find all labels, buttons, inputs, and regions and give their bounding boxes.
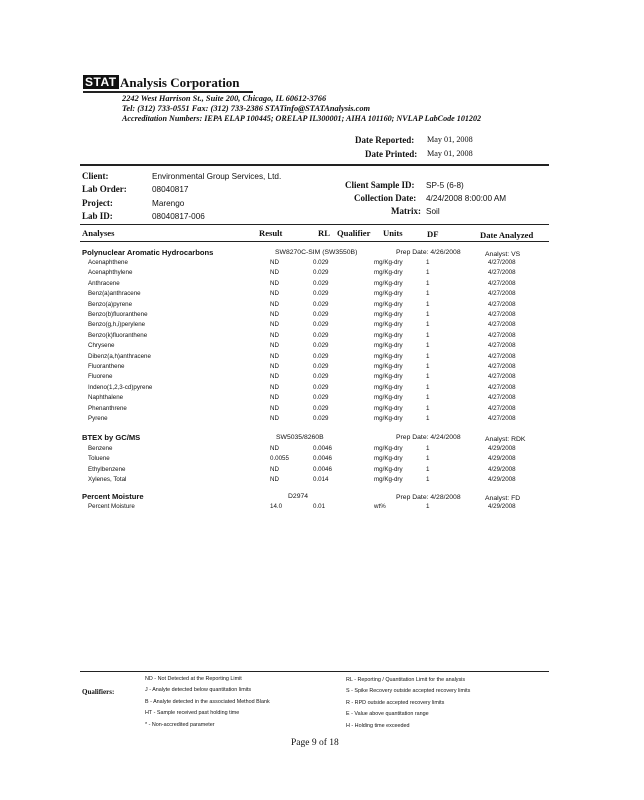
result-value: ND — [270, 331, 279, 339]
df-value: 1 — [426, 279, 430, 287]
rl-value: 0.029 — [313, 363, 329, 370]
page-number: Page 9 of 18 — [291, 738, 339, 748]
rl-value: 0.029 — [313, 311, 329, 318]
col-units: Units — [383, 228, 403, 238]
result-value: 0.0055 — [270, 455, 289, 463]
section-title: Percent Moisture — [82, 492, 144, 501]
company-contact: Tel: (312) 733-0551 Fax: (312) 733-2386 STATinfo@STATAnalysis.com — [122, 104, 371, 113]
footer-divider — [80, 671, 549, 672]
units-value: mg/Kg-dry — [374, 404, 403, 412]
qualifier-note: E - Value above quantitation range — [346, 711, 429, 718]
analyte-name: Chrysene — [88, 342, 115, 350]
result-value: ND — [270, 394, 279, 402]
units-value: mg/Kg-dry — [374, 455, 403, 463]
col-result: Result — [259, 228, 283, 238]
lab-order-label: Lab Order: — [82, 184, 127, 194]
matrix-label: Matrix: — [391, 206, 421, 216]
col-date-analyzed: Date Analyzed — [480, 230, 534, 240]
lab-order-value: 08040817 — [152, 185, 189, 194]
section-prep-date: Prep Date: 4/26/2008 — [396, 249, 461, 256]
analyte-name: Benzene — [88, 445, 113, 452]
df-value: 1 — [426, 300, 430, 308]
units-value: mg/Kg-dry — [374, 259, 403, 266]
date-analyzed-value: 4/27/2008 — [488, 383, 516, 391]
rl-value: 0.029 — [313, 321, 329, 329]
rl-value: 0.0046 — [313, 455, 332, 463]
analyte-name: Acenaphthene — [88, 259, 128, 266]
section-method: D2974 — [288, 493, 309, 500]
df-value: 1 — [426, 373, 430, 381]
units-value: mg/Kg-dry — [374, 352, 403, 360]
client-label: Client: — [82, 171, 109, 181]
qualifier-note: HT - Sample received past holding time — [145, 710, 240, 717]
analyte-name: Xylenes, Total — [88, 476, 127, 484]
df-value: 1 — [426, 476, 430, 484]
rl-value: 0.01 — [313, 503, 326, 510]
date-analyzed-value: 4/27/2008 — [488, 321, 516, 329]
col-qualifier: Qualifier — [337, 228, 371, 238]
collection-date-value: 4/24/2008 8:00:00 AM — [426, 194, 507, 203]
df-value: 1 — [426, 259, 430, 266]
df-value: 1 — [426, 331, 430, 339]
rl-value: 0.029 — [313, 300, 329, 308]
project-value: Marengo — [152, 199, 185, 208]
section-method: SW8270C-SIM (SW3550B) — [275, 249, 358, 256]
result-value: ND — [270, 290, 279, 298]
result-value: ND — [270, 445, 279, 452]
date-analyzed-value: 4/27/2008 — [488, 331, 516, 339]
rl-value: 0.0046 — [313, 465, 332, 473]
date-analyzed-value: 4/27/2008 — [488, 363, 516, 370]
units-value: mg/Kg-dry — [374, 279, 403, 287]
units-value: mg/Kg-dry — [374, 290, 403, 298]
qualifier-note: ND - Not Detected at the Reporting Limit — [145, 676, 242, 682]
lab-id-label: Lab ID: — [82, 211, 113, 221]
units-value: mg/Kg-dry — [374, 415, 403, 422]
date-analyzed-value: 4/27/2008 — [488, 259, 516, 266]
units-value: mg/Kg-dry — [374, 311, 403, 318]
rl-value: 0.029 — [313, 383, 329, 391]
df-value: 1 — [426, 352, 430, 360]
date-analyzed-value: 4/27/2008 — [488, 373, 516, 381]
company-name: Analysis Corporation — [120, 75, 240, 90]
result-value: ND — [270, 415, 279, 422]
df-value: 1 — [426, 269, 430, 277]
df-value: 1 — [426, 415, 430, 422]
qualifier-note: J - Analyte detected below quantitation limits — [145, 687, 252, 694]
rl-value: 0.029 — [313, 259, 329, 266]
qualifier-note: S - Spike Recovery outside accepted recovery limits — [346, 688, 471, 695]
qualifier-note: B - Analyte detected in the associated Method Blank — [145, 698, 270, 705]
result-value: ND — [270, 269, 279, 277]
result-value: ND — [270, 259, 279, 266]
rl-value: 0.029 — [313, 404, 329, 412]
analyte-name: Fluoranthene — [88, 363, 125, 370]
units-value: mg/Kg-dry — [374, 476, 403, 484]
rl-value: 0.014 — [313, 476, 329, 484]
units-value: mg/Kg-dry — [374, 269, 403, 277]
result-value: ND — [270, 352, 279, 360]
result-value: ND — [270, 279, 279, 287]
date-analyzed-value: 4/27/2008 — [488, 269, 516, 277]
date-printed-label: Date Printed: — [365, 149, 418, 159]
lab-id-value: 08040817-006 — [152, 212, 205, 221]
date-analyzed-value: 4/27/2008 — [488, 300, 516, 308]
rl-value: 0.029 — [313, 331, 329, 339]
result-value: ND — [270, 476, 279, 484]
analyte-name: Fluorene — [88, 373, 113, 381]
project-label: Project: — [82, 198, 113, 208]
date-analyzed-value: 4/29/2008 — [488, 465, 516, 473]
result-value: ND — [270, 300, 279, 308]
units-value: mg/Kg-dry — [374, 331, 403, 339]
section-prep-date: Prep Date: 4/28/2008 — [396, 494, 461, 501]
analyte-name: Naphthalene — [88, 394, 124, 402]
rl-value: 0.029 — [313, 415, 329, 422]
rl-value: 0.029 — [313, 352, 329, 360]
date-analyzed-value: 4/27/2008 — [488, 415, 516, 422]
result-value: 14.0 — [270, 503, 283, 510]
df-value: 1 — [426, 383, 430, 391]
section-analyst: Analyst: RDK — [485, 436, 526, 443]
result-value: ND — [270, 465, 279, 473]
date-analyzed-value: 4/29/2008 — [488, 445, 516, 452]
date-analyzed-value: 4/27/2008 — [488, 342, 516, 350]
result-value: ND — [270, 373, 279, 381]
date-analyzed-value: 4/29/2008 — [488, 503, 516, 510]
result-value: ND — [270, 342, 279, 350]
rl-value: 0.0046 — [313, 445, 332, 452]
client-value: Environmental Group Services, Ltd. — [152, 172, 282, 181]
analyte-name: Ethylbenzene — [88, 465, 126, 473]
rl-value: 0.029 — [313, 290, 329, 298]
analyte-name: Anthracene — [88, 279, 120, 287]
rl-value: 0.029 — [313, 279, 329, 287]
analyte-name: Benz(a)anthracene — [88, 290, 141, 298]
date-printed-value: May 01, 2008 — [427, 149, 473, 158]
section-analyst: Analyst: FD — [485, 495, 521, 502]
analyte-name: Benzo(g,h,i)perylene — [88, 321, 146, 329]
result-value: ND — [270, 311, 279, 318]
collection-date-label: Collection Date: — [354, 193, 417, 203]
section-method: SW5035/8260B — [276, 434, 324, 441]
df-value: 1 — [426, 465, 430, 473]
qualifier-note: RL - Reporting / Quantitation Limit for the analysis — [346, 677, 466, 683]
df-value: 1 — [426, 455, 430, 463]
company-address: 2242 West Harrison St., Suite 200, Chicago, IL 60612-3766 — [122, 94, 327, 103]
qualifier-note: * - Non-accredited parameter — [145, 721, 215, 728]
result-value: ND — [270, 404, 279, 412]
df-value: 1 — [426, 342, 430, 350]
section-analyst: Analyst: VS — [485, 251, 521, 258]
client-sample-id-value: SP-5 (6-8) — [426, 181, 464, 190]
result-value: ND — [270, 321, 279, 329]
col-rl: RL — [318, 228, 330, 238]
logo-underline — [83, 91, 253, 93]
analyte-name: Dibenz(a,h)anthracene — [88, 352, 151, 360]
date-reported-label: Date Reported: — [355, 135, 415, 145]
header-divider — [80, 164, 549, 166]
units-value: mg/Kg-dry — [374, 394, 403, 402]
date-analyzed-value: 4/27/2008 — [488, 311, 516, 318]
client-sample-id-label: Client Sample ID: — [345, 180, 415, 190]
analyte-name: Phenanthrene — [88, 404, 127, 412]
accreditation-numbers: Accreditation Numbers: IEPA ELAP 100445; ORELAP IL300001; AIHA 101160; NVLAP LabCode 101202 — [122, 114, 482, 123]
analyte-name: Pyrene — [88, 415, 108, 422]
col-df: DF — [427, 229, 439, 239]
units-value: mg/Kg-dry — [374, 342, 403, 350]
result-value: ND — [270, 383, 279, 391]
analyte-name: Toluene — [88, 455, 110, 463]
rl-value: 0.029 — [313, 269, 329, 277]
df-value: 1 — [426, 363, 430, 370]
units-value: mg/Kg-dry — [374, 445, 403, 452]
date-analyzed-value: 4/27/2008 — [488, 404, 516, 412]
analyte-name: Benzo(k)fluoranthene — [88, 331, 148, 339]
units-value: mg/Kg-dry — [374, 373, 403, 381]
df-value: 1 — [426, 445, 430, 452]
section-title: BTEX by GC/MS — [82, 433, 141, 442]
df-value: 1 — [426, 404, 430, 412]
rl-value: 0.029 — [313, 394, 329, 402]
df-value: 1 — [426, 321, 430, 329]
qualifiers-label: Qualifiers: — [82, 688, 115, 696]
matrix-value: Soil — [426, 207, 440, 216]
analyte-name: Benzo(a)pyrene — [88, 300, 133, 308]
df-value: 1 — [426, 503, 430, 510]
analyte-name: Percent Moisture — [88, 503, 135, 510]
company-logo: STAT — [85, 75, 117, 89]
analyte-name: Benzo(b)fluoranthene — [88, 311, 148, 318]
date-analyzed-value: 4/29/2008 — [488, 476, 516, 484]
units-value: mg/Kg-dry — [374, 465, 403, 473]
df-value: 1 — [426, 290, 430, 298]
units-value: mg/Kg-dry — [374, 321, 403, 329]
date-reported-value: May 01, 2008 — [427, 135, 473, 144]
col-analyses: Analyses — [82, 228, 115, 238]
section-title: Polynuclear Aromatic Hydrocarbons — [82, 248, 214, 257]
analyte-name: Indeno(1,2,3-cd)pyrene — [88, 383, 153, 391]
date-analyzed-value: 4/27/2008 — [488, 352, 516, 360]
units-value: wt% — [374, 503, 386, 510]
date-analyzed-value: 4/29/2008 — [488, 455, 516, 463]
units-value: mg/Kg-dry — [374, 300, 403, 308]
rl-value: 0.029 — [313, 342, 329, 350]
date-analyzed-value: 4/27/2008 — [488, 279, 516, 287]
date-analyzed-value: 4/27/2008 — [488, 394, 516, 402]
units-value: mg/Kg-dry — [374, 383, 403, 391]
result-value: ND — [270, 363, 279, 370]
date-analyzed-value: 4/27/2008 — [488, 290, 516, 298]
info-divider — [80, 224, 549, 225]
df-value: 1 — [426, 311, 430, 318]
units-value: mg/Kg-dry — [374, 363, 403, 370]
qualifier-note: H - Holding time exceeded — [346, 722, 410, 729]
analyte-name: Acenaphthylene — [88, 269, 133, 277]
section-prep-date: Prep Date: 4/24/2008 — [396, 434, 461, 441]
qualifier-note: R - RPD outside accepted recovery limits — [346, 699, 445, 706]
df-value: 1 — [426, 394, 430, 402]
table-header-divider — [80, 241, 549, 242]
rl-value: 0.029 — [313, 373, 329, 381]
